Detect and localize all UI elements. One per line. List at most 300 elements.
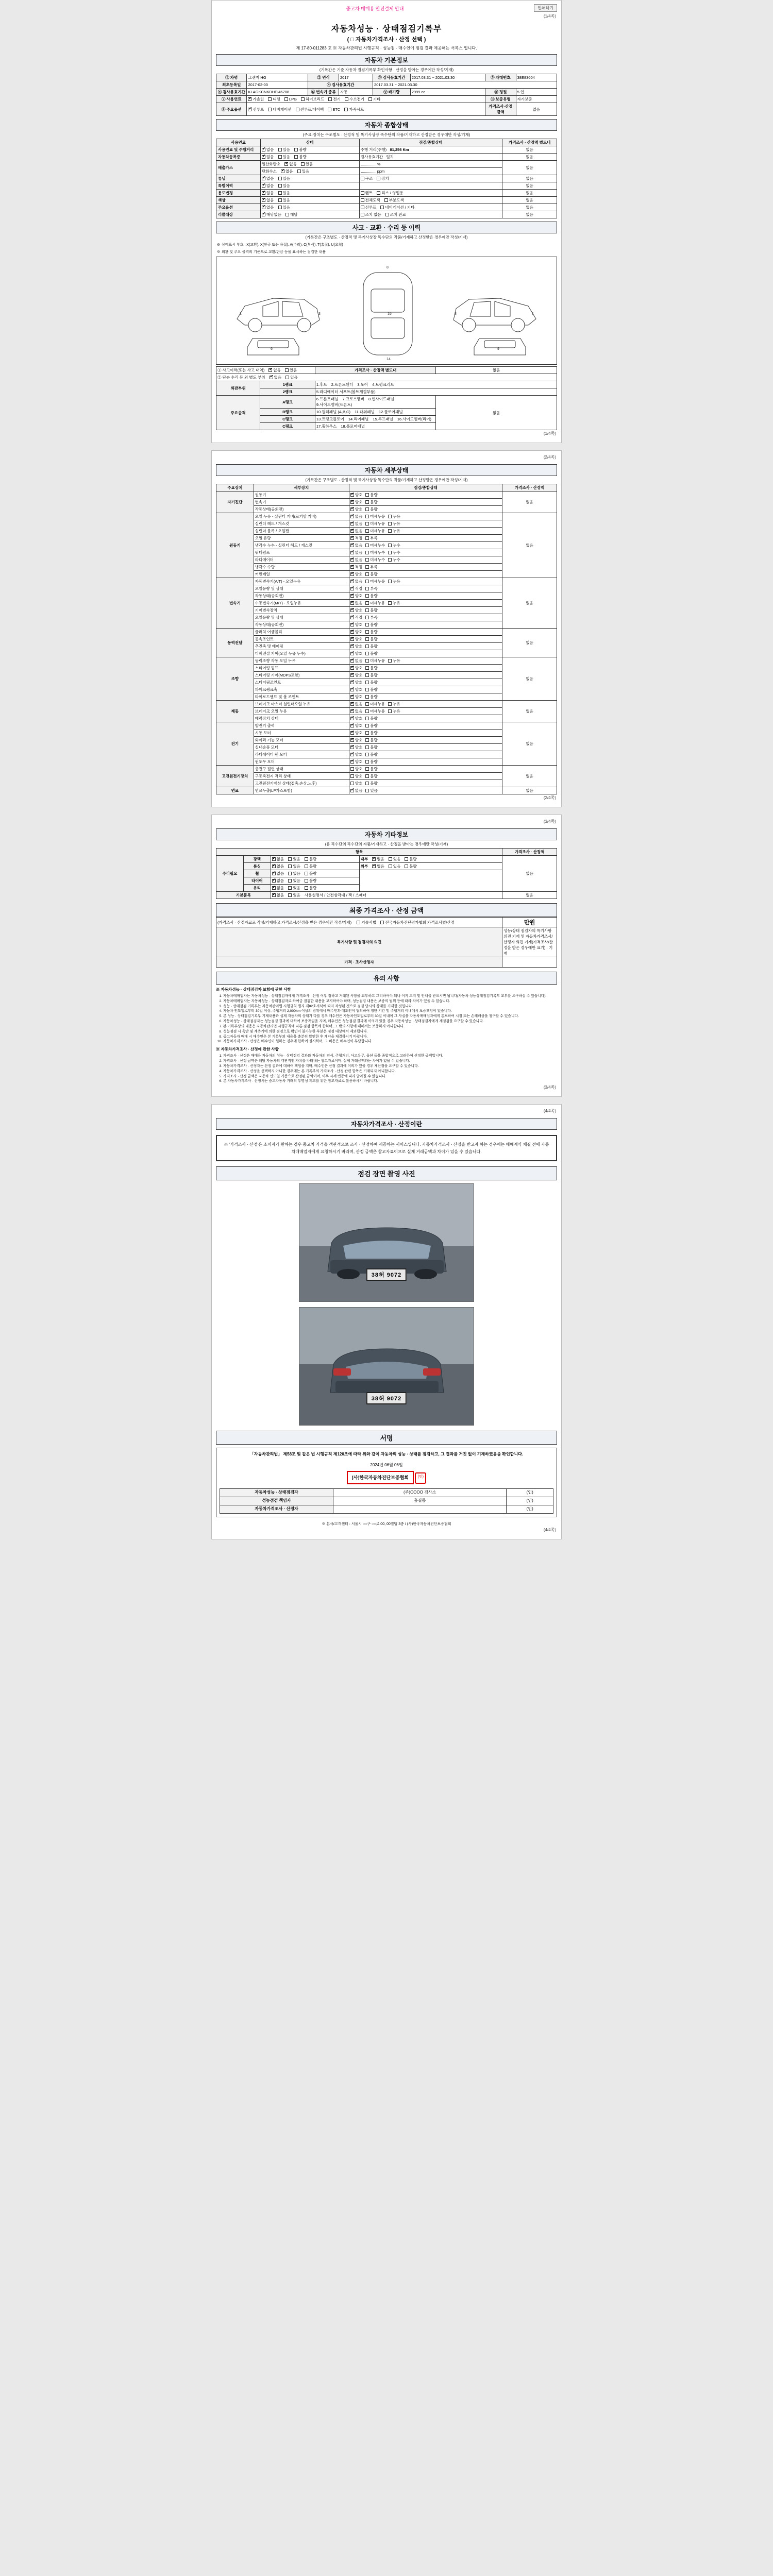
etc-item-name: 유리 — [243, 885, 271, 892]
checkbox-변속기-4-0[interactable] — [350, 608, 354, 612]
checkbox-fuel-hydrogen[interactable] — [345, 97, 348, 101]
checkbox-원동기-2-1[interactable] — [365, 529, 369, 533]
checkbox-제동-1-1[interactable] — [365, 709, 369, 713]
checkbox-조향-1-0[interactable] — [350, 666, 354, 670]
checkbox-동력전달-0-0[interactable] — [350, 630, 354, 634]
section-price: 최종 가격조사 · 산정 금액 — [216, 903, 557, 917]
accident-price-label: 가격조사 · 산정액 별도내 — [315, 367, 436, 374]
opt-label: 없음 — [266, 191, 274, 195]
checkbox-price-method-2[interactable] — [380, 921, 384, 924]
checkbox-원동기-4-0[interactable] — [350, 544, 354, 547]
checkbox-조향-3-1[interactable] — [365, 681, 369, 684]
checkbox-tire-yes[interactable] — [288, 879, 292, 883]
overall-col-2: 점검/종합상태 — [359, 139, 502, 146]
detail-options[interactable] — [349, 564, 502, 571]
checkbox-조향-2-0[interactable] — [350, 673, 354, 677]
detail-options[interactable] — [349, 744, 502, 751]
detail-options[interactable] — [349, 758, 502, 766]
detail-options[interactable] — [349, 535, 502, 542]
checkbox-변속기-5-1[interactable] — [365, 616, 369, 619]
checkbox-전기-4-1[interactable] — [365, 753, 369, 756]
fuel-options[interactable] — [247, 96, 485, 103]
overall-state[interactable] — [260, 204, 359, 211]
detail-options[interactable] — [349, 621, 502, 629]
checkbox-sunroof2[interactable] — [361, 206, 364, 209]
opt-label: 없음 — [266, 198, 274, 202]
checkbox-navi2[interactable] — [380, 206, 384, 209]
checkbox-basic-yes[interactable] — [288, 893, 292, 897]
checkbox-고전원전기장치-0-0[interactable] — [350, 767, 354, 771]
price-row-value-0: 성능/상태 점검자의 특기사항 의견 기재 및 자동차가격조사/산정자 의견 기재(가격조사/산정을 받은 경우에만 표기) · 기재 — [502, 927, 557, 957]
sign-box — [216, 1448, 557, 1517]
checkbox-원동기-6-2[interactable] — [388, 558, 392, 562]
checkbox-structure[interactable] — [361, 177, 364, 180]
checkbox-조향-4-1[interactable] — [365, 688, 369, 691]
detail-options[interactable] — [349, 730, 502, 737]
price-options[interactable] — [216, 918, 502, 927]
basic-label-warranty: ⑪ 보증유형 — [485, 96, 516, 103]
checkbox-원동기-7-0[interactable] — [350, 565, 354, 569]
checkbox-crash-yes[interactable] — [285, 368, 289, 372]
checkbox-전기-3-0[interactable] — [350, 745, 354, 749]
checkbox-조향-5-0[interactable] — [350, 695, 354, 699]
detail-sub-name: 파워크랭크축 — [254, 686, 349, 693]
notice-section-title-1: ※ 자동차가격조사 · 산정에 관한 사항 — [216, 1047, 279, 1052]
rank-label: 1랭크 — [260, 381, 315, 388]
detail-options[interactable] — [349, 665, 502, 672]
detail-options[interactable] — [349, 614, 502, 621]
checkbox-tire-none[interactable] — [272, 879, 276, 883]
detail-options[interactable] — [349, 643, 502, 650]
detail-options[interactable] — [349, 520, 502, 528]
checkbox-자기진단-1-0[interactable] — [350, 500, 354, 504]
overall-state[interactable] — [260, 146, 359, 154]
accident-table — [216, 366, 557, 430]
checkbox-조향-0-2[interactable] — [388, 659, 392, 663]
detail-options[interactable] — [349, 701, 502, 708]
notice-list-0 — [223, 994, 557, 1044]
checkbox-state-yes[interactable] — [278, 148, 282, 151]
detail-options[interactable] — [349, 693, 502, 701]
checkbox-동력전달-0-1[interactable] — [365, 630, 369, 634]
opt-label: 적정 — [355, 615, 363, 620]
checkbox-동력전달-1-0[interactable] — [350, 637, 354, 641]
checkbox-원동기-5-0[interactable] — [350, 551, 354, 554]
page-label-4: (4/4쪽) — [543, 1109, 556, 1114]
checkbox-outside-yes[interactable] — [389, 865, 392, 868]
checkbox-전기-4-0[interactable] — [350, 753, 354, 756]
overall-cat: 주요옵션 — [216, 204, 261, 211]
checkbox-polish-bad[interactable] — [305, 857, 308, 861]
detail-options[interactable] — [349, 571, 502, 578]
detail-group-price: 없음 — [502, 492, 557, 513]
checkbox-조향-2-1[interactable] — [365, 673, 369, 677]
checkbox-변속기-0-1[interactable] — [365, 580, 369, 583]
checkbox-전기-5-1[interactable] — [365, 760, 369, 764]
opt-label: 양호 — [355, 630, 363, 634]
checkbox-제동-2-1[interactable] — [365, 717, 369, 720]
checkbox-state-bad[interactable] — [294, 155, 298, 159]
page-label-3: (3/4쪽) — [543, 819, 556, 824]
checkbox-조향-5-1[interactable] — [365, 695, 369, 699]
sign-org: [사]한국자동차진단보증협회 — [347, 1471, 414, 1484]
detail-options[interactable] — [349, 650, 502, 657]
detail-options[interactable] — [349, 600, 502, 607]
checkbox-hc-none[interactable] — [281, 170, 284, 173]
detail-options[interactable] — [349, 592, 502, 600]
checkbox-원동기-7-1[interactable] — [365, 565, 369, 569]
checkbox-자기진단-2-1[interactable] — [365, 507, 369, 511]
option-label: 가죽시트 — [349, 107, 364, 112]
checkbox-동력전달-3-0[interactable] — [350, 652, 354, 655]
checkbox-변속기-1-1[interactable] — [365, 587, 369, 590]
rank-label: A랭크 — [260, 396, 315, 409]
opt-label: 불량 — [370, 507, 378, 512]
checkbox-전기-2-1[interactable] — [365, 738, 369, 742]
stamp-icon: (인) — [415, 1472, 426, 1484]
checkbox-option-sunroof[interactable] — [248, 108, 251, 111]
checkbox-변속기-6-1[interactable] — [365, 623, 369, 626]
checkbox-lease[interactable] — [377, 191, 380, 195]
checkbox-device[interactable] — [377, 177, 380, 180]
overall-state[interactable] — [260, 197, 359, 204]
checkbox-원동기-4-2[interactable] — [388, 544, 392, 547]
frame-items — [315, 409, 436, 416]
checkbox-변속기-3-2[interactable] — [388, 601, 392, 605]
checkbox-연료-0-0[interactable] — [350, 789, 354, 792]
section-detail-note: (기록간은 구조별도 · 산정적 및 똑기사상장 똑수단의 작품/기재하고 산정받은 경우에만 작성/기재) — [305, 478, 468, 482]
checkbox-원동기-6-1[interactable] — [365, 558, 369, 562]
checkbox-변속기-0-0[interactable] — [350, 580, 354, 583]
checkbox-fuel-diesel[interactable] — [268, 97, 272, 101]
checkbox-option-airbag[interactable] — [296, 108, 299, 111]
detail-options[interactable] — [349, 585, 502, 592]
checkbox-조향-3-0[interactable] — [350, 681, 354, 684]
checkbox-inside-yes[interactable] — [389, 857, 392, 861]
checkbox-전기-1-0[interactable] — [350, 731, 354, 735]
checkbox-fuel-gasoline[interactable] — [248, 97, 251, 101]
checkbox-동력전달-2-0[interactable] — [350, 645, 354, 648]
detail-group-name: 고전원전기장치 — [216, 766, 254, 787]
checkbox-변속기-5-0[interactable] — [350, 616, 354, 619]
svg-text:8: 8 — [386, 266, 389, 269]
checkbox-state-bad[interactable] — [294, 148, 298, 151]
checkbox-변속기-6-0[interactable] — [350, 623, 354, 626]
checkbox-고전원전기장치-0-1[interactable] — [365, 767, 369, 771]
sign-statement: 「자동차관리법」 제58조 및 같은 법 시행규칙 제120조에 따라 위와 같이 자동차의 성능 · 상태를 점검하고, 그 결과를 거짓 없이 기재하였음을 확인합니다. — [249, 1452, 524, 1457]
detail-options[interactable] — [349, 751, 502, 758]
checkbox-inside-none[interactable] — [372, 857, 376, 861]
detail-options[interactable] — [349, 708, 502, 715]
part-item: 11.대쉬패널 — [355, 410, 375, 414]
detail-group-price: 없음 — [502, 578, 557, 629]
checkbox-state-yes[interactable] — [278, 155, 282, 159]
checkbox-option-leather[interactable] — [344, 108, 348, 111]
detail-options[interactable] — [349, 578, 502, 585]
etc-right-1[interactable] — [359, 863, 502, 870]
overall-state[interactable] — [260, 175, 359, 182]
opt-label: 없음 — [355, 521, 363, 526]
checkbox-recall-na[interactable] — [262, 213, 265, 216]
fuel-opt-label: 수소전기 — [349, 97, 364, 101]
checkbox-recall-done[interactable] — [385, 213, 389, 216]
opt-label: 불량 — [370, 745, 378, 750]
checkbox-제동-0-1[interactable] — [365, 702, 369, 706]
checkbox-recall-notdone[interactable] — [361, 213, 364, 216]
checkbox-hc-yes[interactable] — [297, 170, 301, 173]
detail-options[interactable] — [349, 629, 502, 636]
opt-label: 없음 — [266, 155, 274, 159]
checkbox-polish-yes[interactable] — [288, 857, 292, 861]
checkbox-고전원전기장치-2-0[interactable] — [350, 782, 354, 785]
opt-label: 있음 — [282, 176, 291, 181]
checkbox-전기-3-1[interactable] — [365, 745, 369, 749]
checkbox-use-yes[interactable] — [278, 191, 282, 195]
checkbox-partpaint[interactable] — [384, 198, 388, 202]
checkbox-변속기-3-1[interactable] — [365, 601, 369, 605]
etc-right-name: 외부 — [360, 864, 368, 869]
checkbox-rent[interactable] — [361, 191, 364, 195]
checkbox-전기-1-1[interactable] — [365, 731, 369, 735]
etc-right-0[interactable] — [359, 856, 502, 863]
checkbox-자기진단-0-1[interactable] — [365, 493, 369, 497]
checkbox-원동기-5-1[interactable] — [365, 551, 369, 554]
checkbox-원동기-2-0[interactable] — [350, 529, 354, 533]
checkbox-room-bad[interactable] — [305, 865, 308, 868]
checkbox-tuning-none[interactable] — [262, 177, 265, 180]
detail-options[interactable] — [349, 506, 502, 513]
detail-options[interactable] — [349, 556, 502, 564]
checkbox-outside-bad[interactable] — [405, 865, 408, 868]
checkbox-glass-none[interactable] — [272, 886, 276, 890]
checkbox-inside-bad[interactable] — [405, 857, 408, 861]
checkbox-원동기-1-2[interactable] — [388, 522, 392, 526]
checkbox-원동기-8-0[interactable] — [350, 572, 354, 576]
detail-options[interactable] — [349, 773, 502, 780]
overall-state[interactable] — [260, 154, 359, 161]
detail-options[interactable] — [349, 607, 502, 614]
overall-state[interactable] — [260, 182, 359, 190]
checkbox-제동-0-0[interactable] — [350, 702, 354, 706]
checkbox-wheel-bad[interactable] — [305, 872, 308, 875]
checkbox-opt-yes[interactable] — [278, 206, 282, 209]
checkbox-recall-yes[interactable] — [285, 213, 289, 216]
checkbox-동력전달-3-1[interactable] — [365, 652, 369, 655]
checkbox-원동기-3-0[interactable] — [350, 536, 354, 540]
checkbox-변속기-0-2[interactable] — [388, 580, 392, 583]
etc-item-opts[interactable] — [271, 863, 359, 870]
detail-options[interactable] — [349, 542, 502, 549]
overall-detail-label: 검사유효기간 — [360, 155, 383, 159]
opt-label: 없음 — [355, 529, 363, 533]
print-button[interactable]: 인쇄하기 — [534, 4, 557, 12]
checkbox-fuel-hybrid[interactable] — [301, 97, 305, 101]
checkbox-전기-0-0[interactable] — [350, 724, 354, 727]
option-items[interactable] — [247, 103, 485, 116]
checkbox-simple-yes[interactable] — [285, 376, 289, 379]
etc-table — [216, 848, 557, 899]
etc-item-opts[interactable] — [271, 870, 359, 877]
basic-items-row[interactable] — [271, 892, 502, 899]
checkbox-원동기-1-0[interactable] — [350, 522, 354, 526]
checkbox-동력전달-2-1[interactable] — [365, 645, 369, 648]
opt-label: 부족 — [370, 615, 378, 620]
checkbox-wheel-none[interactable] — [272, 872, 276, 875]
crash-row[interactable] — [216, 367, 315, 374]
checkbox-고전원전기장치-1-0[interactable] — [350, 774, 354, 778]
checkbox-고전원전기장치-1-1[interactable] — [365, 774, 369, 778]
checkbox-원동기-5-2[interactable] — [388, 551, 392, 554]
etc-item-opts[interactable] — [271, 877, 359, 885]
top-link[interactable]: 중고차 매매용 안전결제 안내 — [346, 6, 404, 11]
checkbox-room-none[interactable] — [272, 865, 276, 868]
fuel-opt-label: 하이브리드 — [306, 97, 325, 101]
detail-options[interactable] — [349, 492, 502, 499]
checkbox-outside-none[interactable] — [372, 865, 376, 868]
checkbox-원동기-1-1[interactable] — [365, 522, 369, 526]
outer-label: 외판부위 — [216, 381, 260, 396]
part-item: 13.트렁크플로어 — [316, 417, 344, 421]
checkbox-전기-2-0[interactable] — [350, 738, 354, 742]
checkbox-basic-none[interactable] — [272, 893, 276, 897]
checkbox-변속기-3-0[interactable] — [350, 601, 354, 605]
detail-options[interactable] — [349, 686, 502, 693]
accident-legend-1: ※ 상태표시 부호 : X(교환), X(판금 또는 용접), A(수리), C(부식), T(흠집), U(요철) — [217, 243, 343, 247]
opt-label: 선루프 — [365, 205, 377, 210]
svg-text:9: 9 — [497, 347, 499, 351]
checkbox-자기진단-1-1[interactable] — [365, 500, 369, 504]
checkbox-co-yes[interactable] — [301, 162, 305, 166]
detail-options[interactable] — [349, 549, 502, 556]
checkbox-조향-1-1[interactable] — [365, 666, 369, 670]
checkbox-state-none[interactable] — [262, 155, 265, 159]
part-item: 3.도어 — [357, 382, 368, 387]
checkbox-color-yes[interactable] — [278, 198, 282, 202]
detail-options[interactable] — [349, 636, 502, 643]
checkbox-고전원전기장치-2-1[interactable] — [365, 782, 369, 785]
detail-options[interactable] — [349, 715, 502, 722]
detail-options[interactable] — [349, 766, 502, 773]
checkbox-전기-0-1[interactable] — [365, 724, 369, 727]
checkbox-변속기-1-0[interactable] — [350, 587, 354, 590]
detail-sub-name: 원동기 — [254, 492, 349, 499]
opt-label: 양호 — [355, 716, 363, 721]
opt-label: 양호 — [355, 680, 363, 685]
checkbox-polish-none[interactable] — [272, 857, 276, 861]
detail-options[interactable] — [349, 722, 502, 730]
checkbox-변속기-2-1[interactable] — [365, 594, 369, 598]
checkbox-state-none[interactable] — [262, 148, 265, 151]
checkbox-원동기-4-1[interactable] — [365, 544, 369, 547]
checkbox-co-none[interactable] — [284, 162, 288, 166]
overall-state[interactable] — [260, 168, 359, 175]
etc-item-opts[interactable] — [271, 885, 359, 892]
simple-row[interactable] — [216, 374, 557, 381]
checkbox-조향-4-0[interactable] — [350, 688, 354, 691]
checkbox-tire-bad[interactable] — [305, 879, 308, 883]
detail-options[interactable] — [349, 737, 502, 744]
checkbox-glass-yes[interactable] — [288, 886, 292, 890]
checkbox-fuel-etc[interactable] — [368, 97, 372, 101]
opt-label: 있음 — [301, 169, 310, 174]
svg-text:16: 16 — [388, 312, 392, 316]
checkbox-fuel-electric[interactable] — [328, 97, 332, 101]
checkbox-조향-0-0[interactable] — [350, 659, 354, 663]
checkbox-자기진단-2-0[interactable] — [350, 507, 354, 511]
notice-section-title-0: ※ 자동차성능 · 상태점검자 보험에 관한 사항 — [216, 987, 291, 992]
checkbox-원동기-2-2[interactable] — [388, 529, 392, 533]
overall-state[interactable] — [260, 211, 359, 218]
overall-state[interactable] — [260, 161, 359, 168]
etc-item-opts[interactable] — [271, 856, 359, 863]
detail-options[interactable] — [349, 528, 502, 535]
checkbox-제동-1-0[interactable] — [350, 709, 354, 713]
checkbox-원동기-0-1[interactable] — [365, 515, 369, 518]
opt-label: 양호 — [355, 572, 363, 577]
detail-options[interactable] — [349, 513, 502, 520]
detail-options[interactable] — [349, 657, 502, 665]
checkbox-fuel-lpg[interactable] — [284, 97, 288, 101]
opt-label: 불량 — [309, 864, 317, 869]
front-plate: 38허 9072 — [366, 1268, 407, 1281]
checkbox-option-navi[interactable] — [268, 108, 272, 111]
checkbox-변속기-4-1[interactable] — [365, 608, 369, 612]
checkbox-변속기-2-0[interactable] — [350, 594, 354, 598]
checkbox-use-none[interactable] — [262, 191, 265, 195]
checkbox-원동기-3-1[interactable] — [365, 536, 369, 540]
checkbox-wheel-yes[interactable] — [288, 872, 292, 875]
overall-detail — [359, 168, 502, 175]
checkbox-원동기-8-1[interactable] — [365, 572, 369, 576]
checkbox-hist-yes[interactable] — [278, 184, 282, 188]
checkbox-제동-2-0[interactable] — [350, 717, 354, 720]
checkbox-조향-0-1[interactable] — [365, 659, 369, 663]
checkbox-glass-bad[interactable] — [305, 886, 308, 890]
checkbox-room-yes[interactable] — [288, 865, 292, 868]
checkbox-price-method-1[interactable] — [357, 921, 360, 924]
detail-options[interactable] — [349, 787, 502, 794]
checkbox-color-none[interactable] — [262, 198, 265, 202]
opt-label: 누유 — [393, 702, 400, 706]
checkbox-원동기-0-2[interactable] — [388, 515, 392, 518]
overall-state[interactable] — [260, 190, 359, 197]
checkbox-crash-none[interactable] — [268, 368, 272, 372]
detail-options[interactable] — [349, 672, 502, 679]
checkbox-tuning-yes[interactable] — [278, 177, 282, 180]
checkbox-fullpaint[interactable] — [361, 198, 364, 202]
detail-options[interactable] — [349, 499, 502, 506]
detail-options[interactable] — [349, 780, 502, 787]
checkbox-연료-0-1[interactable] — [365, 789, 369, 792]
checkbox-제동-1-2[interactable] — [388, 709, 392, 713]
checkbox-제동-0-2[interactable] — [388, 702, 392, 706]
svg-text:3: 3 — [455, 312, 457, 316]
opt-label: 양호 — [355, 694, 363, 699]
checkbox-동력전달-1-1[interactable] — [365, 637, 369, 641]
checkbox-전기-5-0[interactable] — [350, 760, 354, 764]
checkbox-option-etc[interactable] — [328, 108, 331, 111]
opt-label: 전체도색 — [365, 198, 380, 202]
checkbox-자기진단-0-0[interactable] — [350, 493, 354, 497]
checkbox-opt-none[interactable] — [262, 206, 265, 209]
checkbox-hist-none[interactable] — [262, 184, 265, 188]
checkbox-simple-none[interactable] — [270, 376, 273, 379]
detail-options[interactable] — [349, 679, 502, 686]
checkbox-원동기-0-0[interactable] — [350, 515, 354, 518]
opt-label: 해당 — [290, 212, 298, 217]
opt-label: 불량 — [309, 886, 317, 890]
checkbox-원동기-6-0[interactable] — [350, 558, 354, 562]
